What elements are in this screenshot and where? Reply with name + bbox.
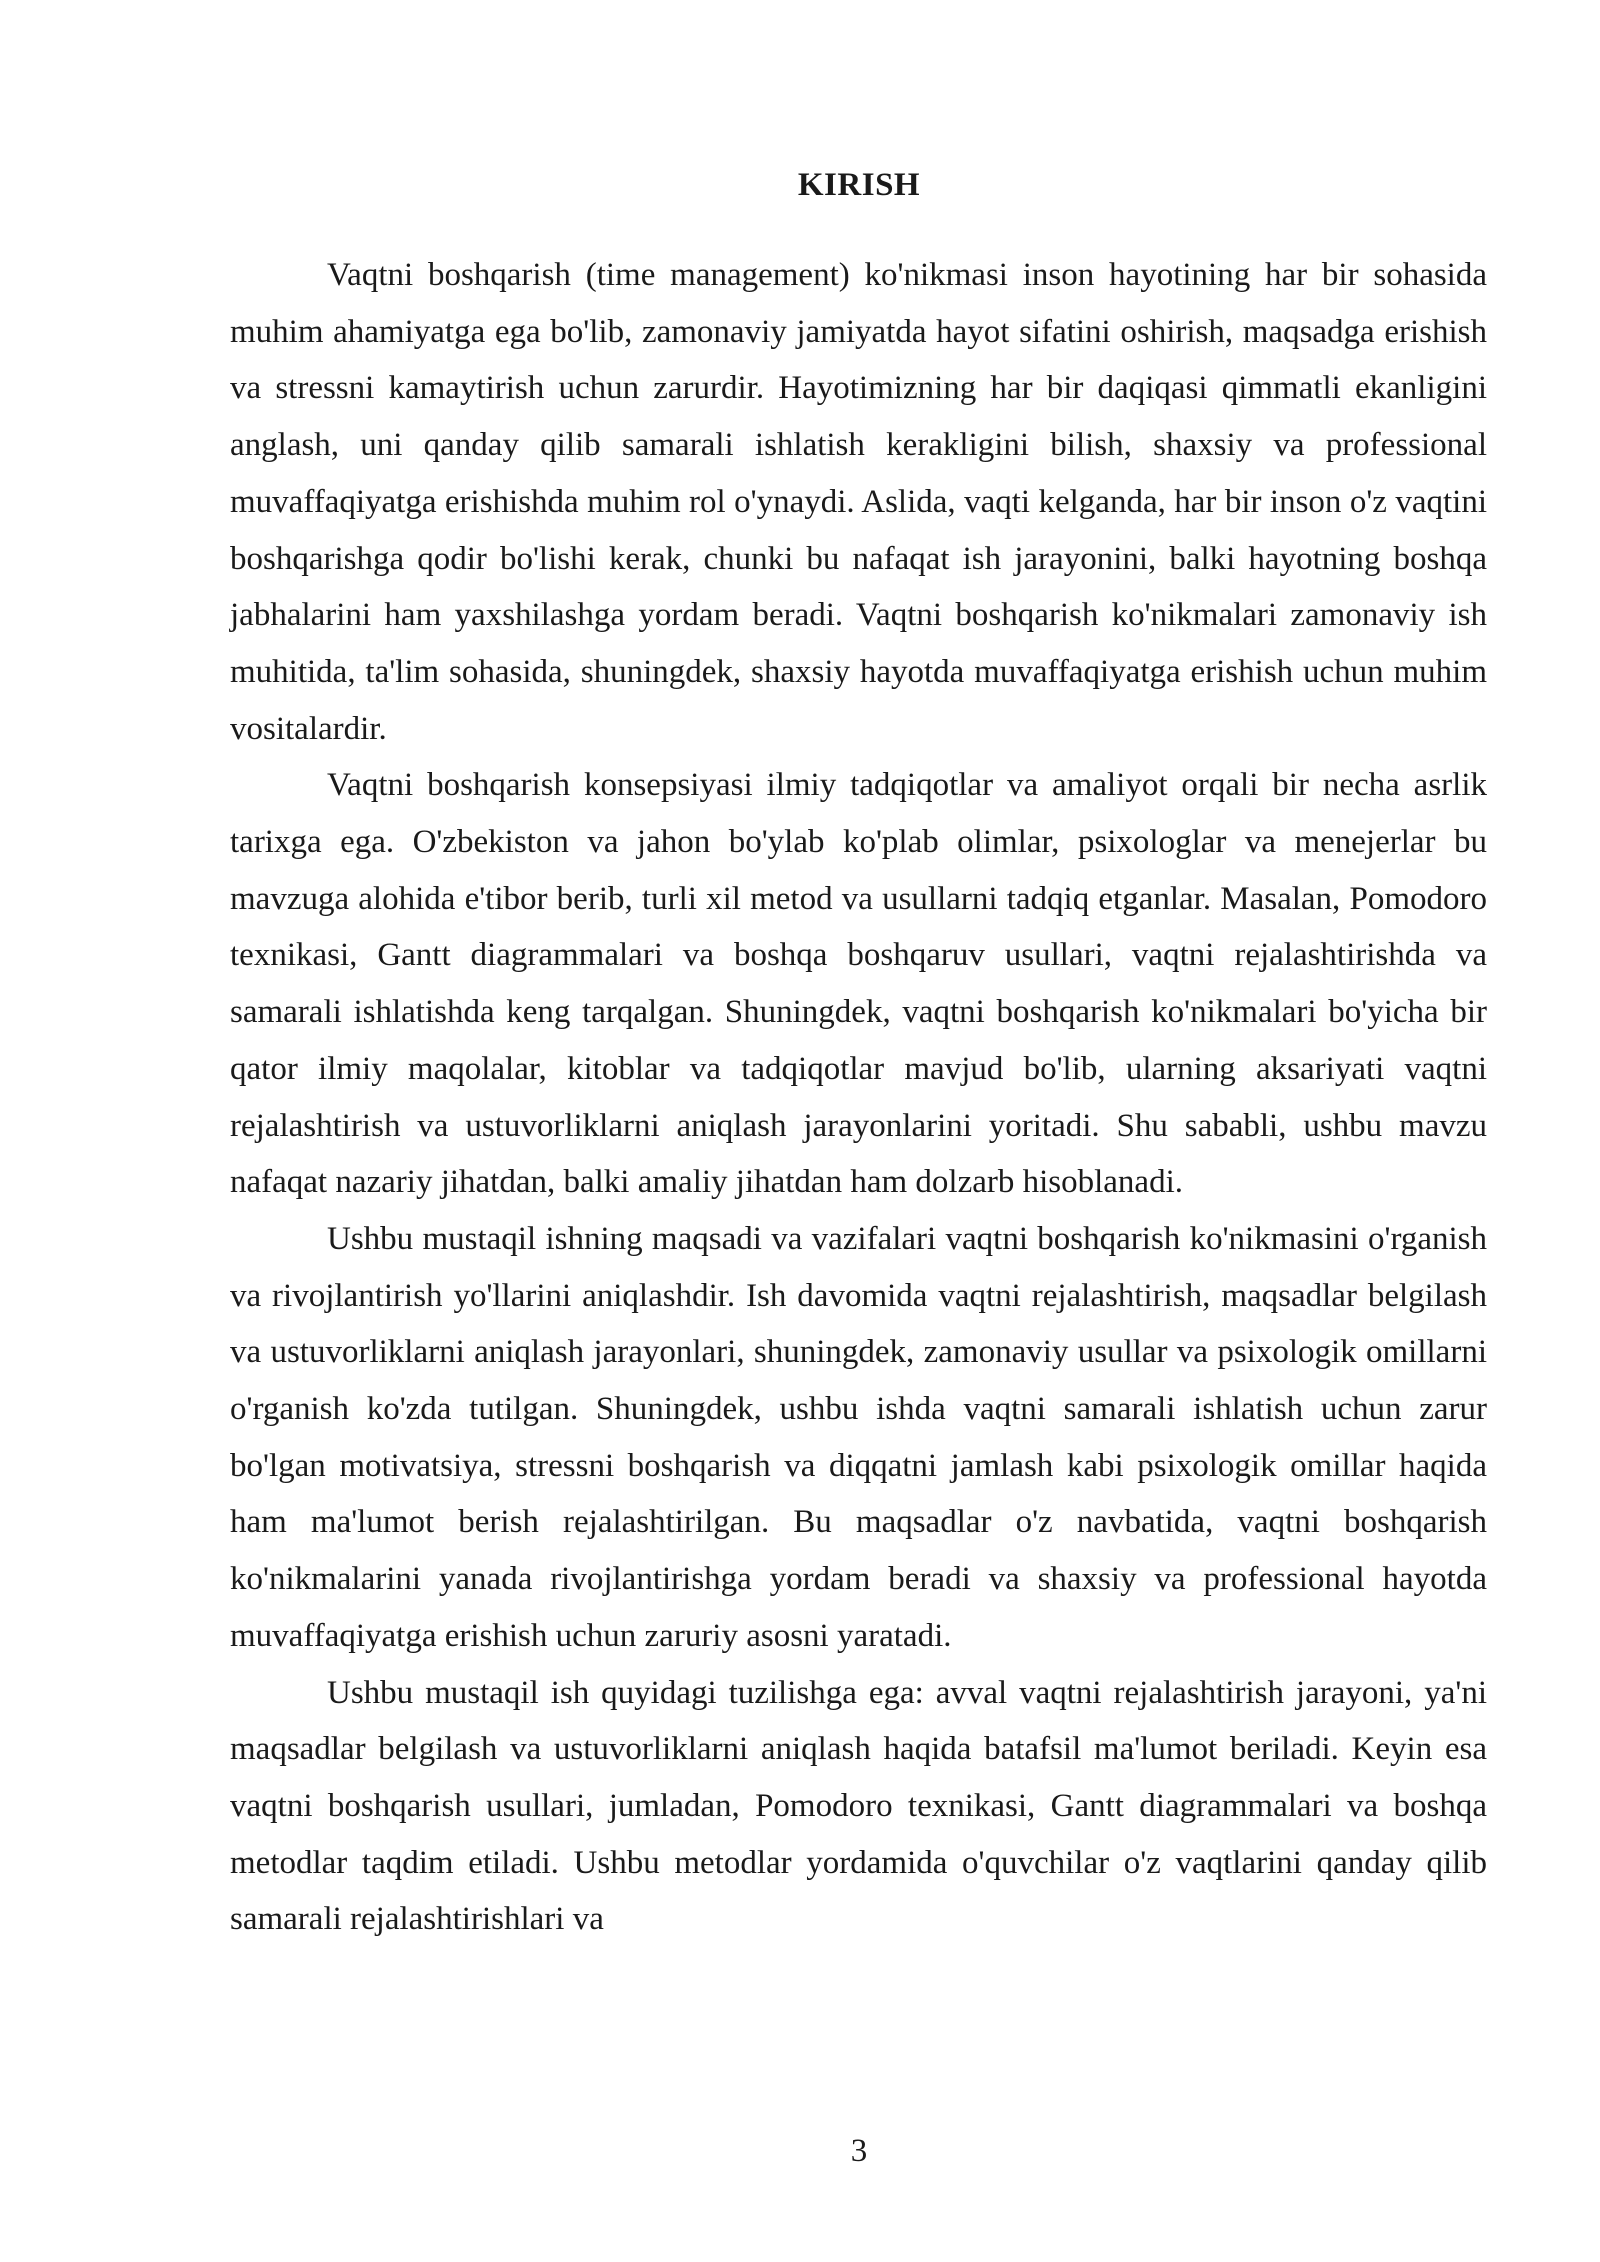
page-title: KIRISH — [797, 167, 921, 203]
paragraph: Vaqtni boshqarish konsepsiyasi ilmiy tadqiqotlar va amaliyot orqali bir necha asrlik tarixga ega. O'zbekiston va jahon bo'ylab ko'plab olimlar, psixologlar va menejerlar bu mavzuga alohida e'tibor berib, turli xil metod va usullarni tadqiq etganlar. Masalan, Pomodoro texnikasi, Gantt diagrammalari va boshqa boshqaruv usullari, vaqtni rejalashtirishda va samarali ishlatishda keng tarqalgan. Shuningdek, vaqtni boshqarish ko'nikmalari bo'yicha bir qator ilmiy maqolalar, kitoblar va tadqiqotlar mavjud bo'lib, ularning aksariyati vaqtni rejalashtirish va ustuvorliklarni aniqlash jarayonlarini yoritadi. Shu sababli, ushbu mavzu nafaqat nazariy jihatdan, balki amaliy jihatdan ham dolzarb hisoblanadi. — [230, 767, 1487, 1201]
paragraph: Ushbu mustaqil ish quyidagi tuzilishga ega: avval vaqtni rejalashtirish jarayoni, ya'ni maqsadlar belgilash va ustuvorliklarni aniqlash haqida batafsil ma'lumot beriladi. Keyin esa vaqtni boshqarish usullari, jumladan, Pomodoro texnikasi, Gantt diagrammalari va boshqa metodlar taqdim etiladi. Ushbu metodlar yordamida o'quvchilar o'z vaqtlarini qanday qilib samarali rejalashtirishlari va — [230, 1674, 1487, 1938]
page-number: 3 — [850, 2133, 868, 2169]
paragraph: Vaqtni boshqarish (time management) ko'nikmasi inson hayotining har bir sohasida muhim ahamiyatga ega bo'lib, zamonaviy jamiyatda hayot sifatini oshirish, maqsadga erishish va stressni kamaytirish uchun zarurdir. Hayotimizning har bir daqiqasi qimmatli ekanligini anglash, uni qanday qilib samarali ishlatish kerakligini bilish, shaxsiy va professional muvaffaqiyatga erishishda muhim rol o'ynaydi. Aslida, vaqti kelganda, har bir inson o'z vaqtini boshqarishga qodir bo'lishi kerak, chunki bu nafaqat ish jarayonini, balki hayotning boshqa jabhalarini ham yaxshilashga yordam beradi. Vaqtni boshqarish ko'nikmalari zamonaviy ish muhitida, ta'lim sohasida, shuningdek, shaxsiy hayotda muvaffaqiyatga erishish uchun muhim vositalardir. — [230, 257, 1487, 747]
body-text — [230, 247, 1487, 1948]
paragraph: Ushbu mustaqil ishning maqsadi va vazifalari vaqtni boshqarish ko'nikmasini o'rganish va rivojlantirish yo'llarini aniqlashdir. Ish davomida vaqtni rejalashtirish, maqsadlar belgilash va ustuvorliklarni aniqlash jarayonlari, shuningdek, zamonaviy usullar va psixologik omillarni o'rganish ko'zda tutilgan. Shuningdek, ushbu ishda vaqtni samarali ishlatish uchun zarur bo'lgan motivatsiya, stressni boshqarish va diqqatni jamlash kabi psixologik omillar haqida ham ma'lumot berish rejalashtirilgan. Bu maqsadlar o'z navbatida, vaqtni boshqarish ko'nikmalarini yanada rivojlantirishga yordam beradi va shaxsiy va professional hayotda muvaffaqiyatga erishish uchun zaruriy asosni yaratadi. — [230, 1220, 1487, 1654]
